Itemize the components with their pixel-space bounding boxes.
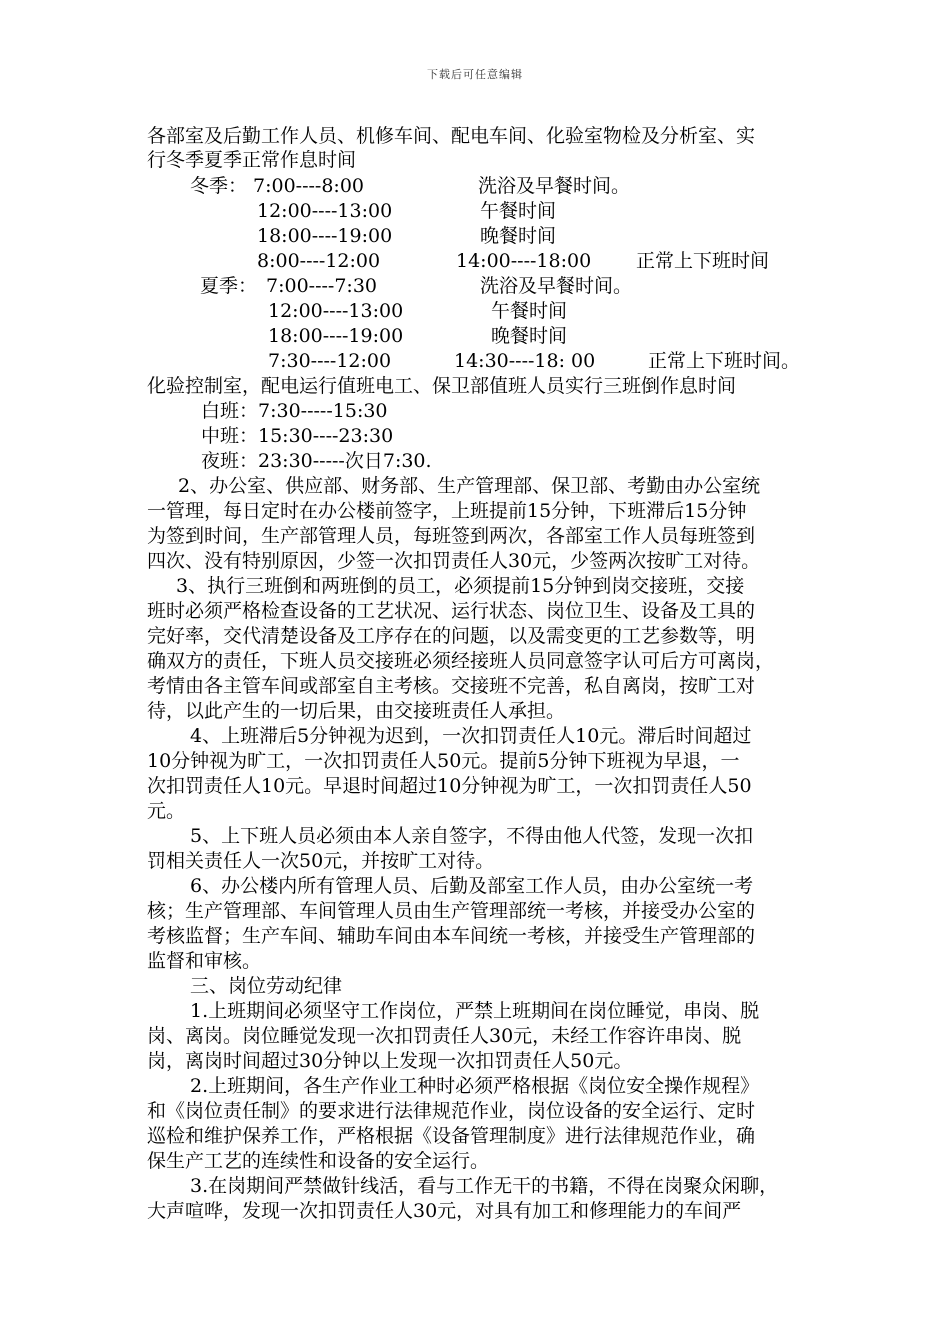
winter-desc-2: 午餐时间 xyxy=(480,200,557,222)
para-3-line: 班时必须严格检查设备的工艺状况、运行状态、岗位卫生、设备及工具的 xyxy=(147,600,756,622)
summer-time-4a: 7:30----12:00 xyxy=(268,350,392,372)
para-3-line: 3、执行三班倒和两班倒的员工，必须提前15分钟到岗交接班，交接 xyxy=(176,575,745,597)
winter-desc-4: 正常上下班时间 xyxy=(636,250,770,272)
para-6-line: 监督和审核。 xyxy=(147,950,262,972)
winter-desc-1: 洗浴及早餐时间。 xyxy=(478,175,631,197)
summer-desc-2: 午餐时间 xyxy=(491,300,568,322)
section-3-item-2-line: 2.上班期间，各生产作业工种时必须严格根据《岗位安全操作规程》 xyxy=(190,1075,760,1097)
winter-label: 冬季： xyxy=(190,175,248,197)
para-6-line: 考核监督；生产车间、辅助车间由本车间统一考核，并接受生产管理部的 xyxy=(147,925,756,947)
para-3-line: 确双方的责任，下班人员交接班必须经接班人员同意签字认可后方可离岗， xyxy=(147,650,775,672)
para-5-line: 5、上下班人员必须由本人亲自签字，不得由他人代签，发现一次扣 xyxy=(190,825,754,847)
para-4-line: 10分钟视为旷工，一次扣罚责任人50元。提前5分钟下班视为早退，一 xyxy=(147,750,740,772)
schedule-intro-line-2: 行冬季夏季正常作息时间 xyxy=(147,149,357,171)
section-3-item-2-line: 巡检和维护保养工作，严格根据《设备管理制度》进行法律规范作业，确 xyxy=(147,1125,756,1147)
section-3-item-1-line: 岗、离岗。岗位睡觉发现一次扣罚责任人30元，未经工作容许串岗、脱 xyxy=(147,1025,742,1047)
para-2-line: 一管理，每日定时在办公楼前签字，上班提前15分钟，下班滞后15分钟 xyxy=(147,500,747,522)
winter-time-4b: 14:00----18:00 xyxy=(456,250,592,272)
para-4-line: 次扣罚责任人10元。早退时间超过10分钟视为旷工，一次扣罚责任人50 xyxy=(147,775,752,797)
section-3-item-3-line: 大声喧哗，发现一次扣罚责任人30元，对具有加工和修理能力的车间严 xyxy=(147,1200,742,1222)
para-6-line: 核；生产管理部、车间管理人员由生产管理部统一考核，并接受办公室的 xyxy=(147,900,756,922)
page-header-note: 下载后可任意编辑 xyxy=(427,68,523,81)
para-3-line: 待，以此产生的一切后果，由交接班责任人承担。 xyxy=(147,700,566,722)
section-3-item-3-line: 3.在岗期间严禁做针线活，看与工作无干的书籍，不得在岗聚众闲聊， xyxy=(190,1175,779,1197)
summer-time-4b: 14:30----18: 00 xyxy=(454,350,596,372)
section-3-item-2-line: 保生产工艺的连续性和设备的安全运行。 xyxy=(147,1150,490,1172)
shift-night: 夜班：23:30-----次日7:30. xyxy=(201,450,432,472)
winter-desc-3: 晚餐时间 xyxy=(480,225,557,247)
winter-time-1: 7:00----8:00 xyxy=(253,175,365,197)
summer-time-2: 12:00----13:00 xyxy=(268,300,404,322)
para-2-line: 2、办公室、供应部、财务部、生产管理部、保卫部、考勤由办公室统 xyxy=(178,475,761,497)
shift-intro: 化验控制室，配电运行值班电工、保卫部值班人员实行三班倒作息时间 xyxy=(147,375,737,397)
para-4-line: 元。 xyxy=(147,800,186,822)
section-3-item-1-line: 岗，离岗时间超过30分钟以上发现一次扣罚责任人50元。 xyxy=(147,1050,633,1072)
para-5-line: 罚相关责任人一次50元，并按旷工对待。 xyxy=(147,850,495,872)
para-2-line: 四次、没有特别原因，少签一次扣罚责任人30元，少签两次按旷工对待。 xyxy=(147,550,761,572)
winter-time-2: 12:00----13:00 xyxy=(257,200,393,222)
para-6-line: 6、办公楼内所有管理人员、后勤及部室工作人员，由办公室统一考 xyxy=(190,875,754,897)
section-3-item-2-line: 和《岗位责任制》的要求进行法律规范作业，岗位设备的安全运行、定时 xyxy=(147,1100,756,1122)
summer-desc-3: 晚餐时间 xyxy=(491,325,568,347)
para-3-line: 完好率，交代清楚设备及工序存在的问题，以及需变更的工艺参数等，明 xyxy=(147,625,756,647)
summer-desc-1: 洗浴及早餐时间。 xyxy=(480,275,633,297)
section-3-title: 三、岗位劳动纪律 xyxy=(190,975,343,997)
summer-label: 夏季： xyxy=(200,275,258,297)
winter-time-4a: 8:00----12:00 xyxy=(257,250,381,272)
summer-time-1: 7:00----7:30 xyxy=(266,275,378,297)
shift-day: 白班：7:30-----15:30 xyxy=(201,400,388,422)
section-3-item-1-line: 1.上班期间必须坚守工作岗位，严禁上班期间在岗位睡觉，串岗、脱 xyxy=(190,1000,760,1022)
summer-time-3: 18:00----19:00 xyxy=(268,325,404,347)
shift-middle: 中班：15:30----23:30 xyxy=(201,425,394,447)
schedule-intro-line-1: 各部室及后勤工作人员、机修车间、配电车间、化验室物检及分析室、实 xyxy=(147,125,756,147)
para-4-line: 4、上班滞后5分钟视为迟到，一次扣罚责任人10元。滞后时间超过 xyxy=(190,725,752,747)
summer-desc-4: 正常上下班时间。 xyxy=(648,350,801,372)
para-2-line: 为签到时间，生产部管理人员，每班签到两次，各部室工作人员每班签到 xyxy=(147,525,756,547)
para-3-line: 考情由各主管车间或部室自主考核。交接班不完善，私自离岗，按旷工对 xyxy=(147,675,756,697)
winter-time-3: 18:00----19:00 xyxy=(257,225,393,247)
